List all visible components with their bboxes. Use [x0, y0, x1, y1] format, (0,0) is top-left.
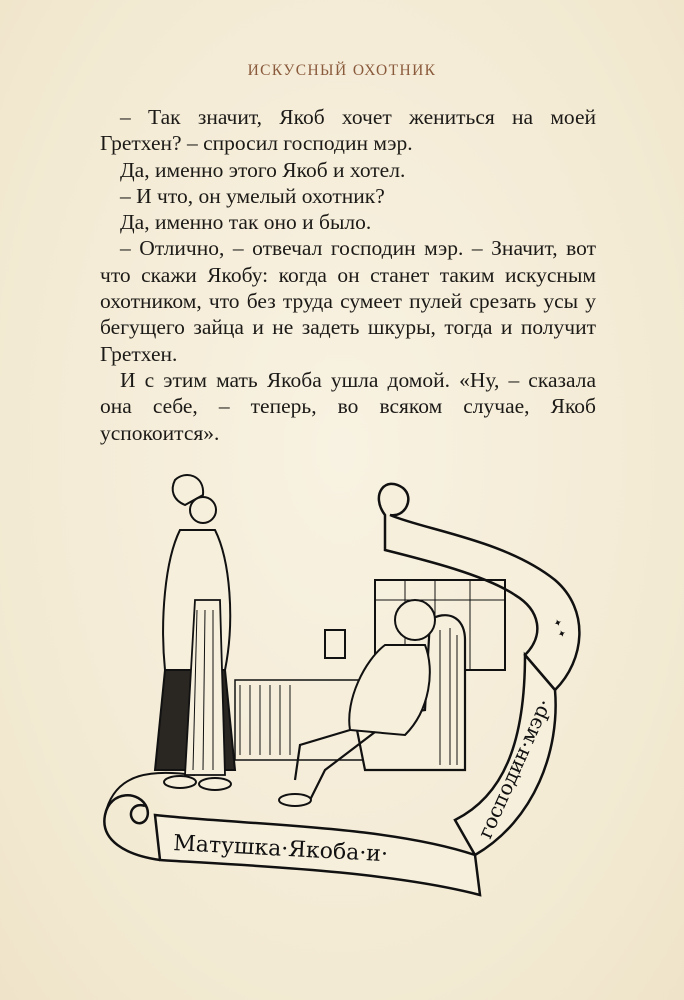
wall-hatching	[240, 685, 290, 755]
paragraph: И с этим мать Якоба ушла домой. «Ну, – сказала она себе, – теперь, во всяком случае, Якоб успокоится».	[100, 367, 596, 445]
woman-head	[190, 497, 216, 523]
mayor-shoe	[279, 794, 311, 806]
paragraph: – Так значит, Якоб хочет жениться на моей Гретхен? – спросил господин мэр.	[100, 105, 596, 156]
scroll-banner-side	[455, 655, 556, 855]
banner-ornament: ✦ ✦	[550, 617, 568, 640]
paragraph: – И что, он умелый охотник?	[120, 183, 385, 208]
illustration	[85, 470, 590, 910]
paragraph: Да, именно этого Якоб и хотел.	[120, 157, 406, 182]
caption-main: Матушка·Якоба·и·	[172, 831, 389, 868]
paragraph: Да, именно так оно и было.	[120, 210, 372, 235]
caption-side: господин·мэр·	[472, 694, 556, 843]
tankard	[325, 630, 345, 658]
woman-clog-right	[199, 778, 231, 790]
body-text	[100, 104, 596, 446]
running-head: ИСКУСНЫЙ ОХОТНИК	[247, 62, 437, 79]
woman-clog-left	[164, 776, 196, 788]
paragraph: – Отлично, – отвечал господин мэр. – Значит, вот что скажи Якобу: когда он станет таким искусным охотником, что без труда сумеет пулей срезать усы у бегущего зайца и не задеть шкуры, тогда и получит Гретхен.	[100, 236, 596, 366]
mayor-head	[395, 600, 435, 640]
scroll-banner-left-curl	[104, 795, 160, 860]
engraving	[85, 470, 590, 910]
